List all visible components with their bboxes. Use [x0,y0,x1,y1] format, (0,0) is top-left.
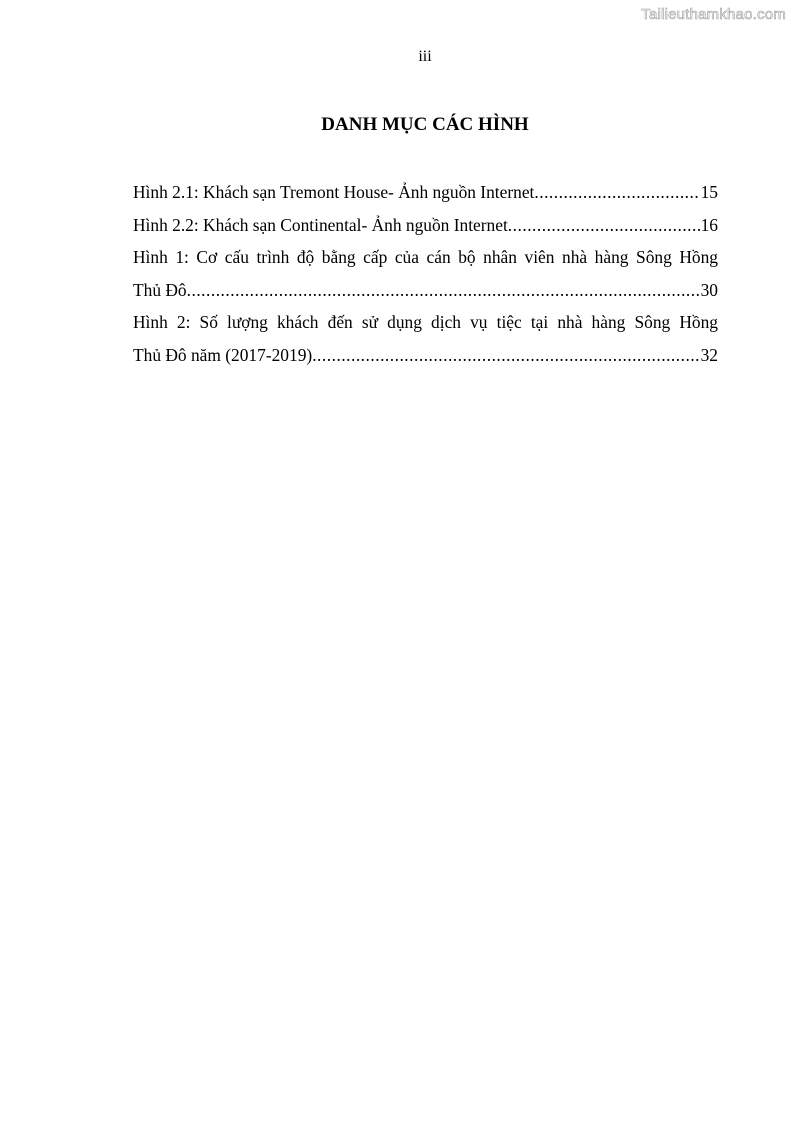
dot-leader [534,176,699,209]
figure-entry-page: 15 [700,182,718,202]
figure-entry[interactable] [133,209,718,242]
page-title: DANH MỤC CÁC HÌNH [321,114,529,135]
watermark: Tailieuthamkhao.com [641,6,786,23]
figure-entry[interactable] [133,176,718,209]
dot-leader [312,339,699,372]
figure-entry-page: 16 [700,214,718,235]
figure-entry-label-line1: Hình 1: Cơ cấu trình độ bằng cấp của cán bộ nhân viên nhà hàng Sông Hồng [133,247,718,267]
figure-entry-label: Hình 2.2: Khách sạn Continental- Ảnh nguồn Internet [133,214,508,235]
figure-entry-label-line1: Hình 2: Số lượng khách đến sử dụng dịch vụ tiệc tại nhà hàng Sông Hồng [133,312,718,332]
figure-entry-label-line2: Thủ Đô năm (2017-2019) [133,344,313,365]
dot-leader [508,209,700,242]
figure-entry-label-line2: Thủ Đô [133,279,187,300]
figure-entry[interactable] [133,241,718,306]
figure-entry-page: 30 [700,279,718,300]
figure-entry-label: Hình 2.1: Khách sạn Tremont House- Ảnh nguồn Internet [133,182,535,202]
figure-list [133,176,718,371]
page-number: iii [418,48,432,65]
dot-leader [187,274,700,307]
figure-entry-page: 32 [700,344,718,365]
figure-entry[interactable] [133,306,718,371]
